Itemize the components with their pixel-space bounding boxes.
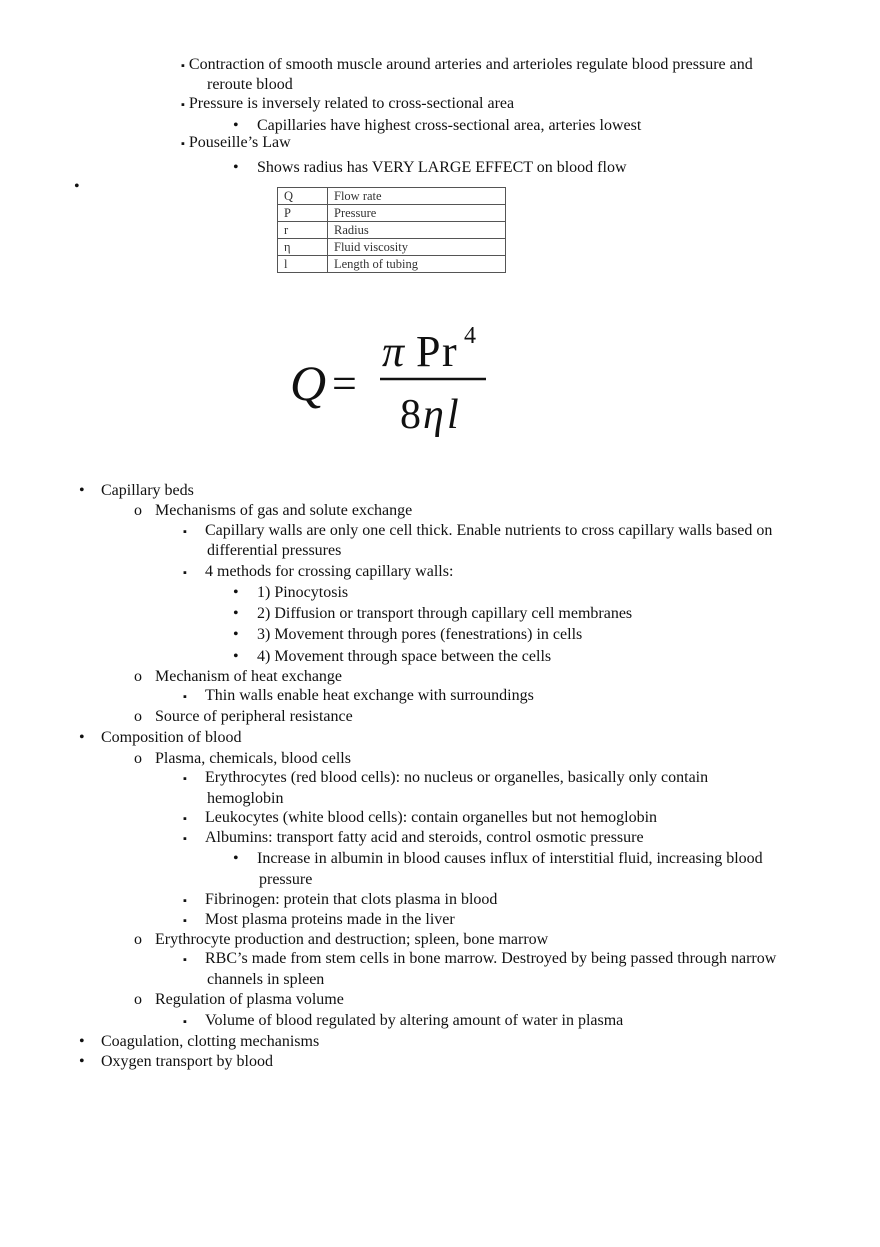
poiseuille-formula [288,322,493,444]
round-bullet-icon: • [233,159,239,176]
table-symbol-cell: r [278,222,328,239]
square-bullet-icon: ▪ [183,915,187,927]
square-bullet-icon: ▪ [183,691,187,703]
formula-lhs: Q [290,355,327,411]
top-item-2-text: Pressure is inversely related to cross-sectional area [188,95,515,112]
list-item: 4 methods for crossing capillary walls: [205,563,454,580]
list-item: Source of peripheral resistance [155,708,353,725]
empty-bullet-icon: • [74,178,80,195]
list-item: Albumins: transport fatty acid and steroids, control osmotic pressure [205,829,644,846]
list-item: Leukocytes (white blood cells): contain organelles but not hemoglobin [205,809,658,826]
square-bullet-icon: ▪ [183,1016,187,1028]
formula-pressure: P [416,327,441,376]
table-meaning-cell: Fluid viscosity [328,239,506,256]
top-item-1 [181,55,753,76]
list-item: RBC’s made from stem cells in bone marrow. Destroyed by being passed through narrow [205,950,777,967]
table-meaning-cell: Pressure [328,205,506,222]
list-item: Erythrocyte production and destruction; spleen, bone marrow [155,931,549,948]
formula-pi: π [382,327,405,376]
round-bullet-icon: • [79,729,85,746]
list-item: Erythrocytes (red blood cells): no nucleus or organelles, basically only contain [205,769,709,786]
table-row [278,256,506,273]
list-item: Oxygen transport by blood [101,1053,273,1070]
formula-length: l [447,392,459,438]
list-item: Composition of blood [101,729,242,746]
hollow-bullet-icon: o [134,668,142,685]
table-row [278,205,506,222]
list-item-continuation: hemoglobin [207,790,284,807]
square-bullet-icon: ▪ [181,99,185,111]
hollow-bullet-icon: o [134,708,142,725]
square-bullet-icon: ▪ [183,567,187,579]
round-bullet-icon: • [233,584,239,601]
table-symbol-cell: P [278,205,328,222]
table-meaning-cell: Length of tubing [328,256,506,273]
hollow-bullet-icon: o [134,931,142,948]
formula-exponent: 4 [464,323,476,349]
list-item-continuation: channels in spleen [207,971,325,988]
round-bullet-icon: • [233,850,239,867]
hollow-bullet-icon: o [134,991,142,1008]
formula-radius: r [442,327,457,376]
top-item-5-text: Shows radius has VERY LARGE EFFECT on blood flow [257,159,627,176]
square-bullet-icon: ▪ [183,833,187,845]
square-bullet-icon: ▪ [183,526,187,538]
list-item: Fibrinogen: protein that clots plasma in blood [205,891,498,908]
top-item-4 [181,133,291,154]
round-bullet-icon: • [233,117,239,134]
top-item-3-text: Capillaries have highest cross-sectional area, arteries lowest [257,117,642,134]
table-row [278,188,506,205]
round-bullet-icon: • [233,605,239,622]
list-item: Volume of blood regulated by altering amount of water in plasma [205,1012,624,1029]
list-item: Coagulation, clotting mechanisms [101,1033,320,1050]
square-bullet-icon: ▪ [181,60,185,72]
list-item: Regulation of plasma volume [155,991,344,1008]
formula-eta: η [423,392,444,438]
list-item: 3) Movement through pores (fenestrations) in cells [257,626,583,643]
list-item: Thin walls enable heat exchange with surroundings [205,687,534,704]
list-item: 1) Pinocytosis [257,584,349,601]
list-item: 2) Diffusion or transport through capillary cell membranes [257,605,633,622]
square-bullet-icon: ▪ [183,954,187,966]
table-symbol-cell: η [278,239,328,256]
hollow-bullet-icon: o [134,502,142,519]
round-bullet-icon: • [79,482,85,499]
square-bullet-icon: ▪ [181,138,185,150]
list-item: Increase in albumin in blood causes influx of interstitial fluid, increasing blood [257,850,763,867]
poiseuille-variable-table [277,187,506,273]
table-symbol-cell: l [278,256,328,273]
round-bullet-icon: • [79,1053,85,1070]
top-item-1-continuation: reroute blood [207,76,293,93]
list-item: 4) Movement through space between the cells [257,648,552,665]
table-meaning-cell: Radius [328,222,506,239]
round-bullet-icon: • [233,626,239,643]
top-item-1-text: Contraction of smooth muscle around arteries and arterioles regulate blood pressure and [188,56,753,73]
top-item-4-text: Pouseille’s Law [188,134,291,151]
square-bullet-icon: ▪ [183,773,187,785]
table-row [278,239,506,256]
square-bullet-icon: ▪ [183,895,187,907]
list-item: Capillary beds [101,482,194,499]
round-bullet-icon: • [233,648,239,665]
list-item: Mechanisms of gas and solute exchange [155,502,413,519]
list-item: Plasma, chemicals, blood cells [155,750,351,767]
list-item: Capillary walls are only one cell thick. Enable nutrients to cross capillary walls based on [205,522,773,539]
list-item-continuation: differential pressures [207,542,342,559]
square-bullet-icon: ▪ [183,813,187,825]
round-bullet-icon: • [79,1033,85,1050]
table-meaning-cell: Flow rate [328,188,506,205]
list-item-continuation: pressure [259,871,313,888]
list-item: Mechanism of heat exchange [155,668,343,685]
formula-equals: = [332,359,357,408]
list-item: Most plasma proteins made in the liver [205,911,455,928]
hollow-bullet-icon: o [134,750,142,767]
formula-eight: 8 [400,392,421,438]
top-item-2 [181,94,514,115]
table-symbol-cell: Q [278,188,328,205]
table-row [278,222,506,239]
